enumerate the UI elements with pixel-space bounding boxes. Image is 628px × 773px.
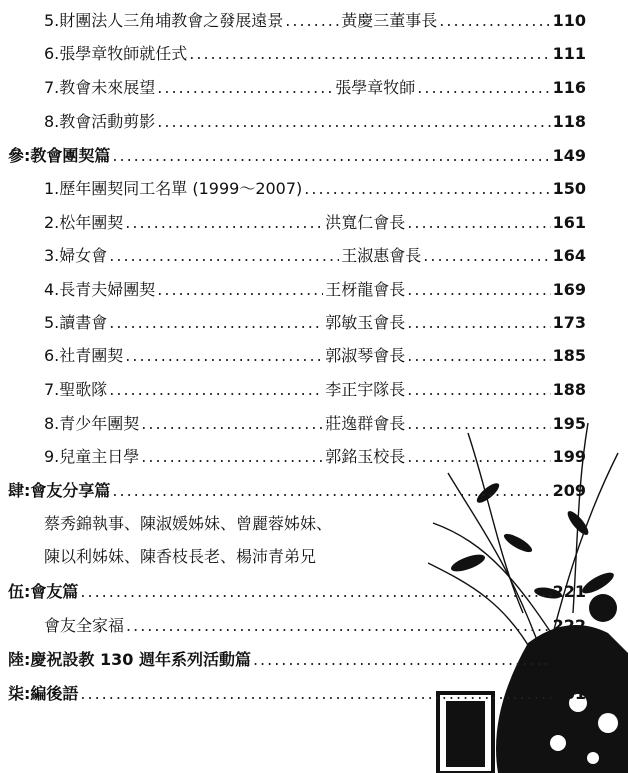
dot-leader — [304, 178, 550, 200]
toc-entry[interactable] — [44, 413, 586, 435]
entry-page: 164 — [552, 246, 586, 265]
entry-author: 莊逸群會長 — [325, 414, 406, 433]
entry-author: 張學章牧師 — [335, 78, 416, 97]
entry-page: 261 — [552, 684, 586, 703]
entry-title: 7.教會未來展望 — [44, 78, 156, 97]
entry-author: 郭銘玉校長 — [325, 447, 406, 466]
entry-title: 6.社青團契 — [44, 346, 124, 365]
entry-author: 李正宇隊長 — [325, 380, 406, 399]
entry-page: 222 — [552, 616, 586, 635]
entry-author: 郭敏玉會長 — [325, 313, 406, 332]
entry-title: 6.張學章牧師就任式 — [44, 44, 188, 63]
toc-entry[interactable] — [44, 10, 586, 32]
dot-leader — [80, 581, 550, 603]
section-title: 陸:慶祝設教 130 週年系列活動篇 — [8, 650, 251, 669]
sharing-contributors-line: 陳以利姊妹、陳香枝長老、楊沛青弟兄 — [44, 547, 317, 566]
entry-title: 4.長青夫婦團契 — [44, 280, 156, 299]
section-title: 肆:會友分享篇 — [8, 481, 111, 500]
dot-leader — [253, 649, 551, 671]
toc-entry[interactable] — [44, 279, 586, 301]
entry-page: 116 — [552, 78, 586, 97]
toc-entry[interactable] — [44, 245, 586, 267]
entry-page: 118 — [552, 112, 586, 131]
entry-author: 洪寬仁會長 — [325, 213, 406, 232]
toc-entry[interactable] — [44, 446, 586, 468]
entry-title: 8.教會活動剪影 — [44, 112, 156, 131]
dot-leader — [157, 279, 323, 301]
section-title: 柒:編後語 — [8, 684, 79, 703]
entry-page: 209 — [552, 481, 586, 500]
dot-leader — [439, 10, 550, 32]
toc-section[interactable] — [8, 649, 586, 671]
dot-leader — [189, 43, 550, 65]
toc-section[interactable] — [8, 683, 586, 705]
toc-entry[interactable] — [44, 111, 586, 133]
section-title: 參:教會團契篇 — [8, 146, 111, 165]
entry-page: 199 — [552, 447, 586, 466]
section-title: 伍:會友篇 — [8, 582, 79, 601]
entry-author: 王淑惠會長 — [341, 246, 422, 265]
entry-page: 149 — [552, 146, 586, 165]
dot-leader — [407, 212, 550, 234]
toc-entry[interactable] — [44, 43, 586, 65]
dot-leader — [109, 245, 339, 267]
entry-page: 173 — [552, 313, 586, 332]
entry-page: 161 — [552, 213, 586, 232]
sharing-contributors-line: 蔡秀錦執事、陳淑媛姊妹、曾麗蓉姊妹、 — [44, 514, 333, 533]
toc-entry[interactable] — [44, 77, 586, 99]
entry-page: 111 — [552, 44, 586, 63]
dot-leader — [125, 212, 323, 234]
dot-leader — [407, 379, 550, 401]
entry-page: 185 — [552, 346, 586, 365]
entry-author: 黃慶三董事長 — [341, 11, 438, 30]
toc-section[interactable] — [8, 145, 586, 167]
dot-leader — [112, 145, 550, 167]
toc-entry[interactable] — [44, 178, 586, 200]
dot-leader — [125, 345, 323, 367]
toc-section[interactable] — [8, 480, 586, 502]
toc-entry[interactable] — [44, 379, 586, 401]
dot-leader — [407, 413, 550, 435]
dot-leader — [407, 446, 550, 468]
entry-title: 3.婦女會 — [44, 246, 108, 265]
toc-section[interactable] — [8, 581, 586, 603]
dot-leader — [112, 480, 550, 502]
dot-leader — [80, 683, 550, 705]
entry-page: 188 — [552, 380, 586, 399]
entry-page: 221 — [552, 582, 586, 601]
entry-title: 1.歷年團契同工名單 (1999～2007) — [44, 179, 303, 198]
dot-leader — [407, 279, 550, 301]
dot-leader — [141, 413, 323, 435]
dot-leader — [285, 10, 339, 32]
dot-leader — [109, 312, 323, 334]
entry-author: 郭淑琴會長 — [325, 346, 406, 365]
toc-entry[interactable] — [44, 212, 586, 234]
toc-entry[interactable] — [44, 615, 586, 637]
dot-leader — [407, 345, 550, 367]
entry-page: 150 — [552, 179, 586, 198]
entry-title: 9.兒童主日學 — [44, 447, 140, 466]
entry-page: 169 — [552, 280, 586, 299]
dot-leader — [141, 446, 323, 468]
entry-page: 250 — [552, 650, 586, 669]
entry-title: 7.聖歌隊 — [44, 380, 108, 399]
entry-title: 8.青少年團契 — [44, 414, 140, 433]
entry-title: 5.財團法人三角埔教會之發展遠景 — [44, 11, 284, 30]
entry-title: 5.讀書會 — [44, 313, 108, 332]
entry-page: 195 — [552, 414, 586, 433]
entry-page: 110 — [552, 11, 586, 30]
dot-leader — [109, 379, 323, 401]
entry-title: 會友全家福 — [44, 616, 125, 635]
dot-leader — [126, 615, 551, 637]
toc-entry[interactable] — [44, 312, 586, 334]
toc-entry[interactable] — [44, 345, 586, 367]
entry-title: 2.松年團契 — [44, 213, 124, 232]
dot-leader — [407, 312, 550, 334]
dot-leader — [423, 245, 550, 267]
dot-leader — [157, 111, 550, 133]
dot-leader — [157, 77, 333, 99]
dot-leader — [417, 77, 550, 99]
entry-author: 王枒龍會長 — [325, 280, 406, 299]
